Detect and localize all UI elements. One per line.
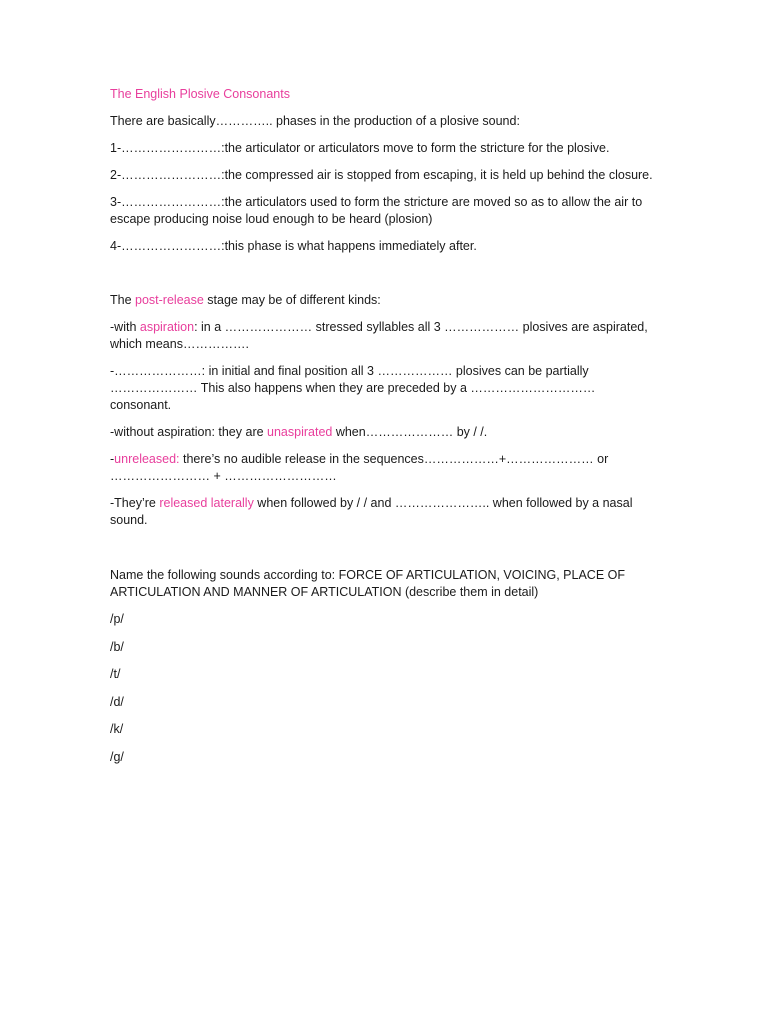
phase-item-3: 3-……………………:the articulators used to form the stricture are moved so as to allow the air to escape producing noise loud enough to be heard (plosion) bbox=[110, 195, 643, 226]
unaspirated-post: when………………… by / /. bbox=[332, 425, 488, 439]
post-release-intro-pre: The bbox=[110, 293, 136, 307]
sound-item-g: /g/ bbox=[110, 749, 124, 764]
naming-instruction: Name the following sounds according to: FORCE OF ARTICULATION, VOICING, PLACE OF ARTICULATION AND MANNER OF ARTICULATION (describe them in detail) bbox=[110, 568, 625, 599]
post-release-term: post-release bbox=[135, 293, 204, 307]
post-release-intro bbox=[110, 292, 655, 309]
phase-item-4: 4-……………………:this phase is what happens immediately after. bbox=[110, 239, 477, 253]
lateral-term: released laterally bbox=[159, 496, 254, 510]
section-spacer bbox=[110, 539, 655, 567]
unreleased-term: unreleased: bbox=[114, 452, 180, 466]
lateral-post: when followed by / / and ………………….. when followed by a nasal sound. bbox=[110, 496, 633, 527]
aspiration-item bbox=[110, 319, 655, 353]
section-spacer bbox=[110, 265, 655, 292]
aspiration-pre: -with bbox=[110, 320, 140, 334]
document-body bbox=[110, 86, 655, 776]
lateral-pre: -They’re bbox=[110, 496, 160, 510]
aspiration-post: : in a ………………… stressed syllables all 3 ……………… plosives are aspirated, which means……………. bbox=[110, 320, 648, 351]
partial-item: -…………………: in initial and final position all 3 ……………… plosives can be partially ………………… This also happens when they are preceded by a ………………………… consonant. bbox=[110, 364, 596, 412]
phase-item-1: 1-……………………:the articulator or articulators move to form the stricture for the plosive. bbox=[110, 141, 610, 155]
unreleased-item bbox=[110, 451, 655, 485]
unaspirated-item bbox=[110, 424, 655, 441]
unreleased-pre: - bbox=[110, 452, 115, 466]
post-release-intro-post: stage may be of different kinds: bbox=[203, 293, 381, 307]
sound-item-d: /d/ bbox=[110, 694, 124, 709]
document-title: The English Plosive Consonants bbox=[110, 87, 290, 101]
phase-item-2: 2-……………………:the compressed air is stopped from escaping, it is held up behind the closure. bbox=[110, 168, 653, 182]
unaspirated-pre: -without aspiration: they are bbox=[110, 425, 268, 439]
phases-intro: There are basically………….. phases in the production of a plosive sound: bbox=[110, 114, 520, 128]
lateral-item bbox=[110, 495, 655, 529]
unreleased-post: there’s no audible release in the sequences………………+………………… or …………………… + ……………………… bbox=[110, 452, 609, 483]
unaspirated-term: unaspirated bbox=[267, 425, 333, 439]
sound-item-b: /b/ bbox=[110, 639, 124, 654]
sound-item-k: /k/ bbox=[110, 722, 124, 736]
sound-item-t: /t/ bbox=[110, 667, 121, 681]
sound-item-p: /p/ bbox=[110, 612, 124, 626]
aspiration-term: aspiration bbox=[139, 320, 195, 334]
